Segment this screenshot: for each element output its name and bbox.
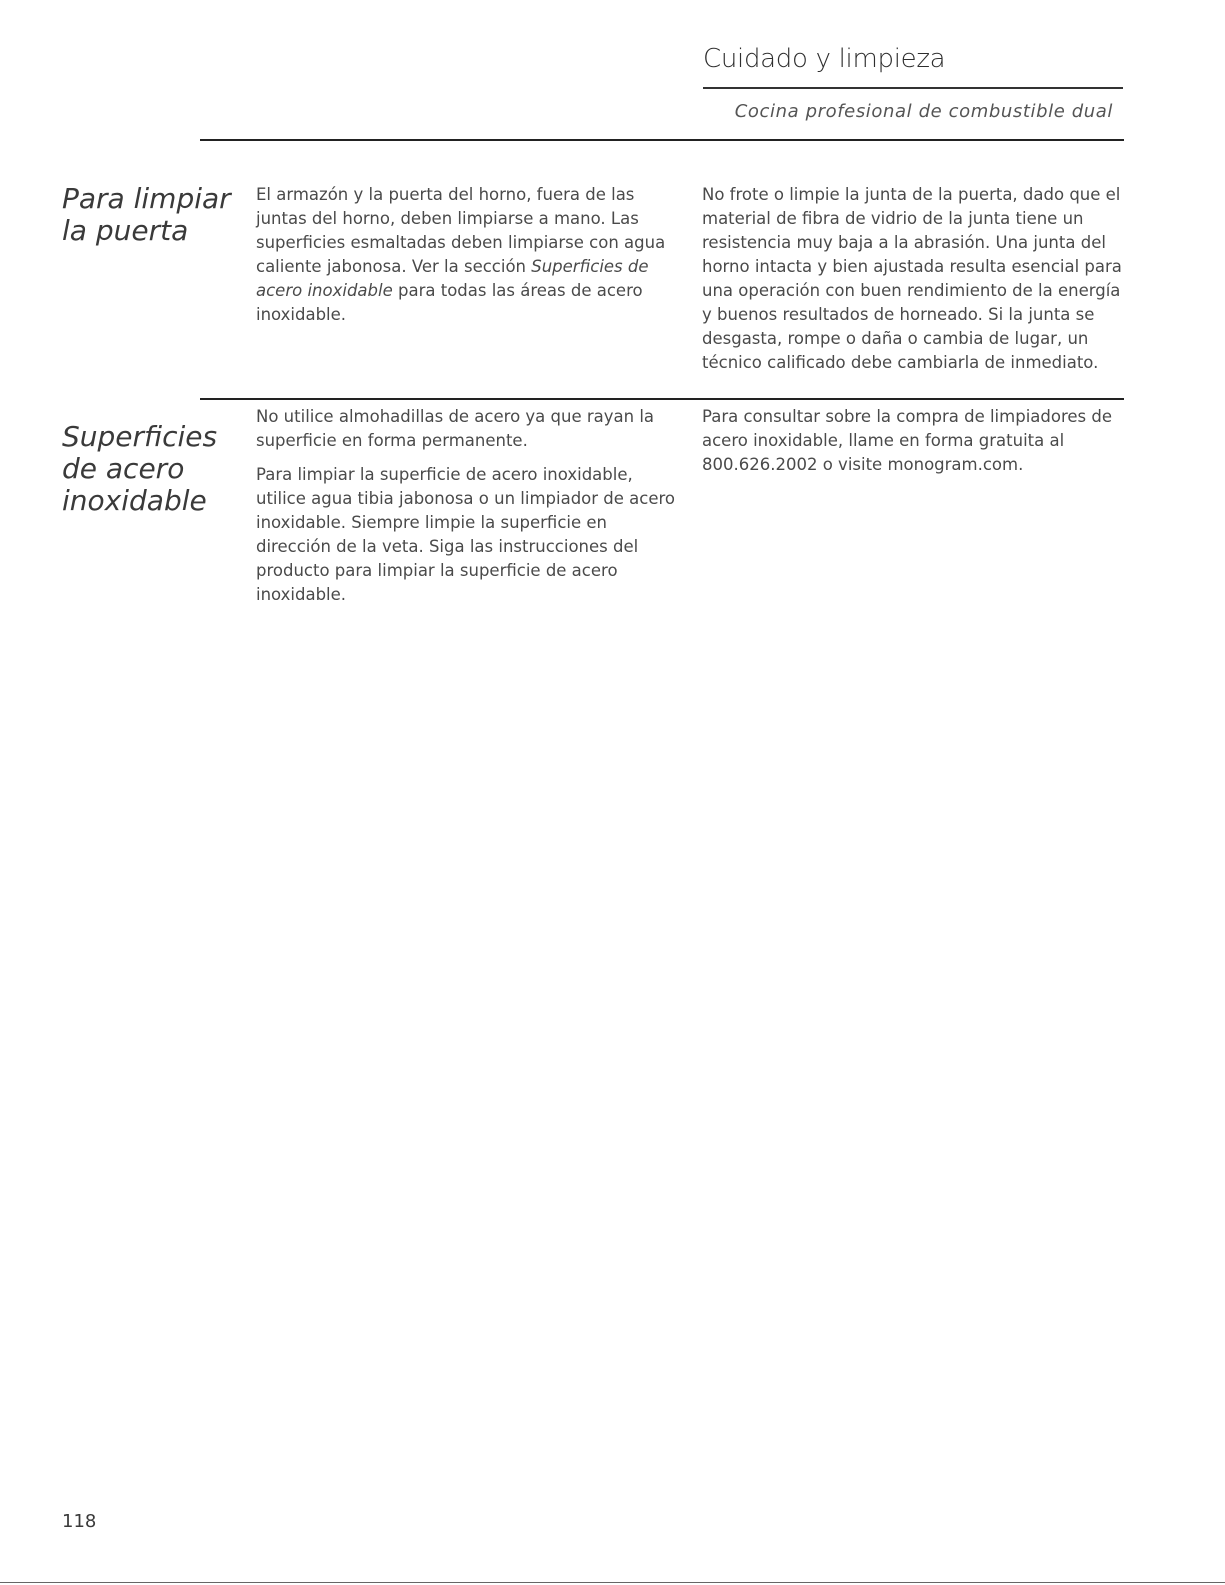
stainless-left-paragraph-1: No utilice almohadillas de acero ya que rayan la superficie en forma permanente.	[256, 407, 655, 450]
section-heading-stainless: Superficies de acero inoxidable	[62, 420, 218, 517]
stainless-right-paragraph: Para consultar sobre la compra de limpiadores de acero inoxidable, llame en forma gratuita al 800.626.2002 o visite monogram.com.	[702, 407, 1112, 474]
cross-reference: Superficies de acero inoxidable	[256, 257, 649, 300]
door-right-column	[702, 183, 1132, 385]
top-divider	[200, 139, 1124, 141]
stainless-left-column	[256, 405, 686, 617]
door-left-column	[256, 183, 686, 337]
stainless-right-column	[702, 405, 1132, 487]
page-subtitle: Cocina profesional de combustible dual	[734, 101, 1113, 122]
door-right-paragraph: No frote o limpie la junta de la puerta, dado que el material de fibra de vidrio de la junta tiene un resistencia muy baja a la abrasión. Una junta del horno intacta y bien ajustada resulta esencial para una operación con buen rendimiento de la energía y buenos resultados de horneado. Si la junta se desgasta, rompe o daña o cambia de lugar, un técnico calificado debe cambiarla de inmediato.	[702, 185, 1122, 372]
page-number: 118	[62, 1511, 97, 1532]
page-bottom-edge	[0, 1582, 1225, 1583]
door-left-paragraph: El armazón y la puerta del horno, fuera de las juntas del horno, deben limpiarse a mano. Las superficies esmaltadas deben limpiarse con agua caliente jabonosa. Ver la sección Superficies de acero inoxidable para todas las áreas de acero inoxidable.	[256, 185, 666, 324]
stainless-left-paragraph-2: Para limpiar la superficie de acero inoxidable, utilice agua tibia jabonosa o un limpiador de acero inoxidable. Siempre limpie la superficie en dirección de la veta. Siga las instrucciones del producto para limpiar la superficie de acero inoxidable.	[256, 465, 676, 604]
section-divider	[200, 398, 1124, 400]
title-underline	[703, 87, 1123, 89]
section-heading-door: Para limpiar la puerta	[62, 182, 231, 247]
page-title: Cuidado y limpieza	[703, 44, 946, 74]
